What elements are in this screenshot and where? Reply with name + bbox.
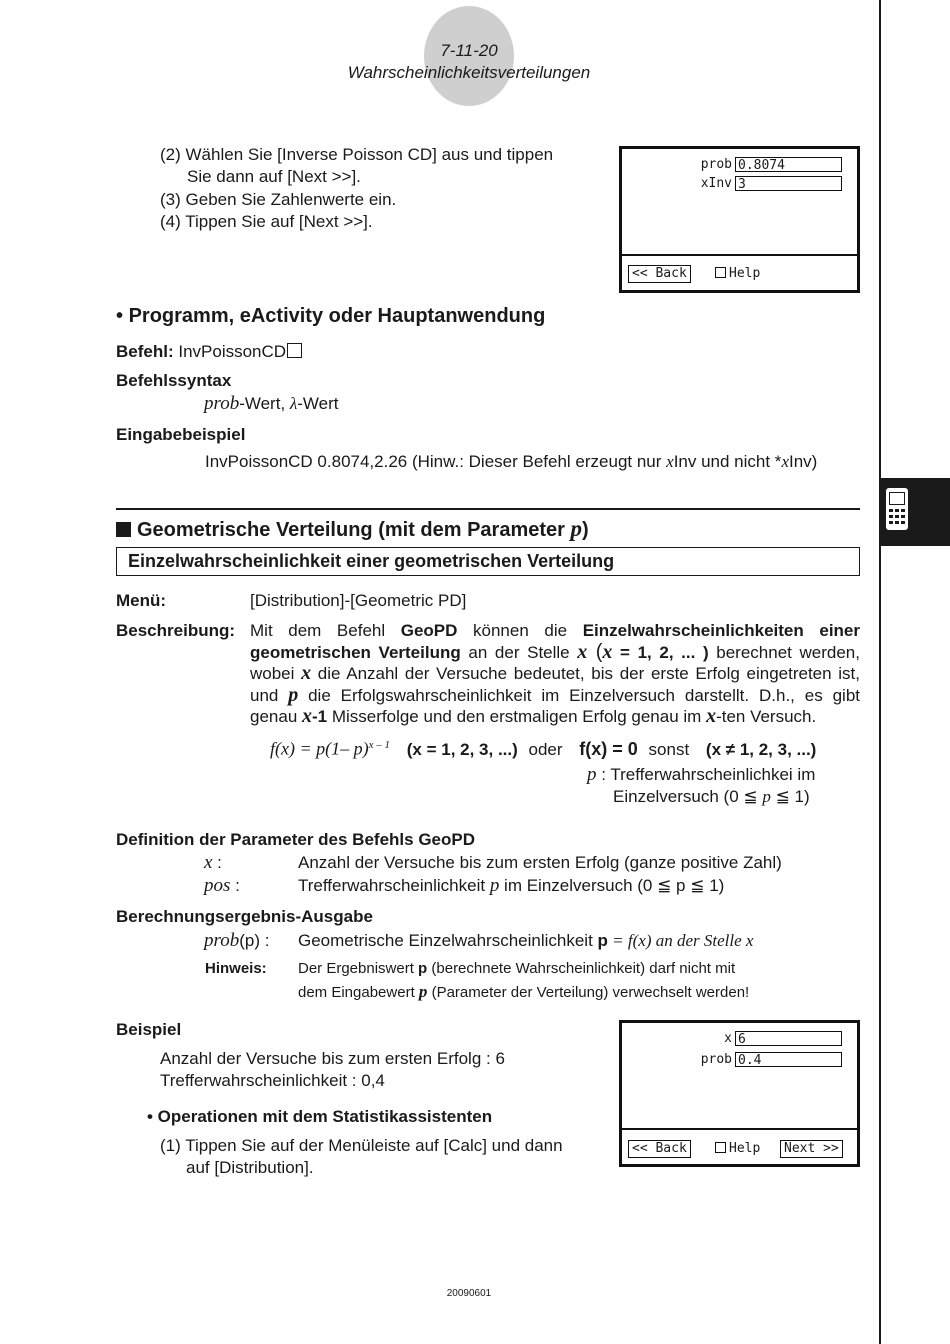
back-button[interactable]: << Back: [628, 1140, 691, 1158]
section-divider: [116, 508, 860, 510]
result-title: Berechnungsergebnis-Ausgabe: [116, 907, 373, 926]
calculator-screen-2: [619, 1020, 860, 1167]
descr-var: x: [602, 640, 613, 663]
field-row-prob: [622, 157, 857, 174]
result-name: [204, 930, 269, 952]
section-heading-program: [116, 304, 545, 328]
ops-step-1: [160, 1135, 563, 1157]
page-number: 7-11-20: [440, 41, 498, 60]
p-note-text: Einzelversuch (0 ≦: [613, 787, 763, 806]
descr-part: die Erfolgswahrscheinlichkeit im Einzelversuch darstellt. D.h., es gibt genau: [250, 685, 860, 726]
descr-var: x: [302, 705, 312, 727]
descr-var: x: [301, 662, 312, 684]
x-input[interactable]: 6: [735, 1031, 842, 1046]
example-line1: Anzahl der Versuche bis zum ersten Erfolg : 6: [160, 1049, 505, 1068]
result-name-var: prob: [204, 930, 240, 951]
menu-label: Menü:: [116, 591, 167, 610]
prob-input[interactable]: 0.4: [735, 1052, 842, 1067]
ops-title: • Operationen mit dem Statistikassistenten: [147, 1107, 493, 1126]
param-name: pos: [204, 875, 231, 896]
field-label: x: [724, 1031, 732, 1046]
page-edge-rule: [879, 0, 881, 1344]
formula-exponent: x – 1: [368, 739, 391, 751]
field-row-x: [622, 1031, 857, 1048]
screen-divider: [622, 1128, 857, 1130]
step-number: (3): [160, 190, 181, 209]
param-colon: :: [230, 876, 240, 895]
subsection-box: [116, 547, 860, 576]
descr-bold: GeoPD: [400, 621, 458, 640]
formula: [270, 733, 816, 762]
formula-f0: f(x) = 0: [579, 738, 638, 759]
step-text: Geben Sie Zahlenwerte ein.: [185, 190, 397, 209]
p-note-text: ≦ 1): [770, 787, 810, 806]
step-text: Tippen Sie auf der Menüleiste auf [Calc] und dann: [185, 1136, 563, 1155]
step-number: (1): [160, 1136, 181, 1155]
field-row-prob: [622, 1052, 857, 1069]
result-desc-bold: p: [597, 931, 608, 950]
descr-part: berechnet werden, wobei: [250, 642, 860, 683]
descr-var: p: [288, 683, 299, 706]
descr-part: die Anzahl der Versuche bedeutet, bis der erste Erfolg eingetreten ist, und: [250, 664, 861, 705]
step-number: (2): [160, 145, 181, 164]
param-colon: :: [212, 853, 222, 872]
example-part: InvPoissonCD 0.8074,2.26 (Hinw.: Dieser Befehl erzeugt nur: [205, 452, 667, 471]
subsection-title: Einzelwahrscheinlichkeit einer geometrischen Verteilung: [128, 551, 615, 571]
descr-var: x: [577, 640, 588, 663]
description-label: Beschreibung:: [116, 621, 236, 640]
param-name: x: [204, 852, 213, 873]
step-3: [160, 189, 396, 211]
hinweis-line1: [298, 959, 735, 979]
screen-divider: [622, 254, 857, 256]
example-title: Beispiel: [116, 1020, 182, 1039]
heading-part: ): [582, 519, 589, 541]
example-var: x: [666, 452, 674, 471]
param-var: p: [489, 875, 500, 896]
chapter-tab: [881, 478, 950, 546]
syntax-label: Befehlssyntax: [116, 371, 232, 390]
example-input-label: Eingabebeispiel: [116, 425, 246, 444]
param-desc: Trefferwahrscheinlichkeit: [298, 876, 490, 895]
result-desc-part: Geometrische Einzelwahrscheinlichkeit: [298, 931, 598, 950]
descr-part: an der Stelle: [460, 642, 578, 662]
step-text: Tippen Sie auf [Next >>].: [185, 212, 373, 231]
descr-part: Mit dem Befehl: [250, 621, 401, 640]
example-part: Inv): [788, 452, 818, 471]
p-note-var: p: [587, 764, 597, 785]
ops-step-1-cont: auf [Distribution].: [186, 1158, 314, 1177]
step-2-cont: Sie dann auf [Next >>].: [187, 167, 361, 186]
command-label: Befehl:: [116, 342, 174, 361]
hinweis-part: (Parameter der Verteilung) verwechselt werden!: [427, 984, 750, 1001]
descr-var: x: [706, 705, 717, 727]
hinweis-part: (berechnete Wahrscheinlichkeit) darf nicht mit: [427, 960, 736, 977]
result-name-rest: (p) :: [239, 931, 270, 950]
p-note-text: : Trefferwahrscheinlichkei im: [596, 765, 816, 784]
chapter-title: Wahrscheinlichkeitsverteilungen: [347, 63, 591, 82]
field-label: prob: [700, 1052, 732, 1067]
checkbox-icon: [715, 1142, 726, 1153]
command-value: InvPoissonCD: [178, 342, 287, 361]
param-x-name: [204, 852, 222, 874]
help-checkbox[interactable]: [715, 265, 760, 283]
descr-part: (: [587, 640, 603, 663]
heading-var: p: [570, 516, 582, 541]
formula-cond1: (x = 1, 2, 3, ...): [406, 739, 518, 759]
field-label: prob: [700, 157, 732, 172]
description-text: [250, 621, 860, 728]
descr-part: können die: [457, 621, 583, 640]
help-checkbox[interactable]: [715, 1140, 760, 1158]
menu-value: [Distribution]-[Geometric PD]: [250, 591, 467, 610]
step-2: [160, 144, 553, 166]
hinweis-var: p: [418, 982, 428, 1001]
step-text: Wählen Sie [Inverse Poisson CD] aus und tippen: [185, 145, 554, 164]
descr-bold: Einzelwahrscheinlichkeiten einer geometrischen Verteilung: [250, 621, 860, 662]
p-note-line2: [613, 786, 810, 808]
formula-sonst: sonst: [648, 739, 690, 759]
p-note-line1: [587, 764, 815, 786]
p-note-var: p: [762, 787, 771, 806]
descr-bold: = 1, 2, ... ): [612, 642, 709, 662]
command-line: [116, 341, 302, 363]
help-label: Help: [729, 1141, 761, 1156]
heading-text: Programm, eActivity oder Hauptanwendung: [128, 305, 546, 327]
descr-part: Misserfolge und den erstmaligen Erfolg genau im: [327, 707, 707, 726]
hinweis-part: dem Eingabewert: [298, 984, 419, 1001]
formula-cond2: (x ≠ 1, 2, 3, ...): [705, 739, 817, 759]
param-pos-name: [204, 875, 240, 897]
bullet: •: [116, 305, 124, 327]
result-desc-part: = f(x) an der Stelle x: [607, 931, 754, 950]
example-part: Inv und nicht *: [673, 452, 782, 471]
help-label: Help: [729, 266, 761, 281]
next-button[interactable]: Next >>: [780, 1140, 843, 1158]
footer-code: 20090601: [446, 1288, 492, 1299]
formula-oder: oder: [528, 739, 563, 759]
syntax-text: [204, 393, 339, 415]
syntax-part: -Wert,: [239, 394, 290, 413]
heading-part: Geometrische Verteilung (mit dem Parameter: [137, 519, 571, 541]
hinweis-part: Der Ergebniswert: [298, 960, 419, 977]
step-number: (4): [160, 212, 181, 231]
syntax-prob: prob: [204, 393, 240, 414]
param-desc: im Einzelversuch (0 ≦ p ≦ 1): [499, 876, 725, 895]
syntax-part: -Wert: [297, 394, 339, 413]
hinweis-bold: p: [418, 960, 428, 977]
step-4: [160, 211, 373, 233]
hinweis-label: Hinweis:: [205, 960, 267, 977]
checkbox-icon: [715, 267, 726, 278]
section-heading-geometric: [116, 516, 589, 543]
example-line2: Trefferwahrscheinlichkeit : 0,4: [160, 1071, 385, 1090]
back-button[interactable]: << Back: [628, 265, 691, 283]
example-input-text: [205, 451, 817, 473]
formula-left: f(x) = p(1– p): [270, 738, 369, 759]
space-symbol-icon: [287, 343, 302, 358]
field-label: xInv: [700, 176, 732, 191]
param-pos-desc: [298, 875, 724, 897]
param-x-desc: Anzahl der Versuche bis zum ersten Erfolg (ganze positive Zahl): [298, 853, 782, 872]
square-bullet-icon: [116, 522, 131, 537]
result-desc: [298, 930, 753, 952]
syntax-lambda: λ: [289, 394, 298, 413]
calculator-icon: [881, 478, 950, 546]
field-row-xinv: [622, 176, 857, 193]
hinweis-line2: [298, 982, 749, 1003]
descr-part: -ten Versuch.: [716, 707, 817, 726]
example-var: x: [781, 452, 789, 471]
prob-input[interactable]: 0.8074: [735, 157, 842, 172]
calculator-screen-1: [619, 146, 860, 293]
params-title: Definition der Parameter des Befehls GeoPD: [116, 830, 475, 849]
descr-bold: -1: [312, 707, 328, 726]
xinv-input[interactable]: 3: [735, 176, 842, 191]
